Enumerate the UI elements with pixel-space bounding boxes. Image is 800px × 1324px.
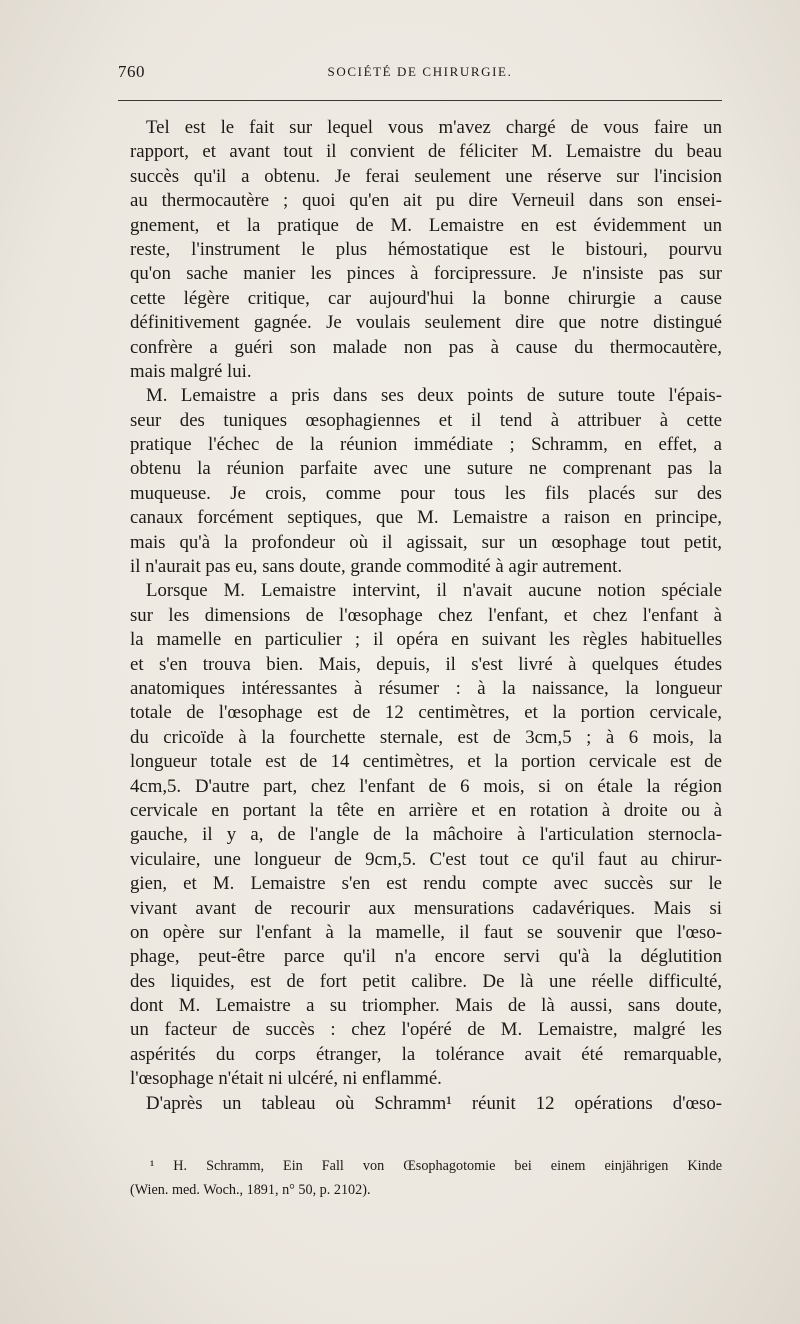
text-line: Tel est le fait sur lequel vous m'avez chargé de vous faire un <box>146 117 722 138</box>
text-line: aspérités du corps étranger, la tolérance avait été remarquable, <box>130 1043 722 1065</box>
text-line: phage, peut-être parce qu'il n'a encore servi qu'à la déglutition <box>130 946 722 968</box>
text-line: viculaire, une longueur de 9cm,5. C'est tout ce qu'il faut au chirur- <box>130 848 722 870</box>
text-line: mais qu'à la profondeur où il agissait, sur un œsophage tout petit, <box>130 531 722 553</box>
body-text <box>130 116 722 1116</box>
text-line: qu'on sache manier les pinces à forcipressure. Je n'insiste pas sur <box>130 263 722 285</box>
text-line: 4cm,5. D'autre part, chez l'enfant de 6 mois, si on étale la région <box>130 775 722 797</box>
text-line: Lorsque M. Lemaistre intervint, il n'avait aucune notion spéciale <box>146 580 722 602</box>
text-line: succès qu'il a obtenu. Je ferai seulement une réserve sur l'incision <box>130 165 722 187</box>
text-line: longueur totale est de 14 centimètres, et la portion cervicale est de <box>130 751 722 773</box>
page-number: 760 <box>118 62 145 81</box>
text-line: confrère a guéri son malade non pas à cause du thermocautère, <box>130 336 722 358</box>
text-line: anatomiques intéressantes à résumer : à la naissance, la longueur <box>130 677 722 699</box>
text-line: obtenu la réunion parfaite avec une suture ne comprenant pas la <box>130 458 722 480</box>
footnotes <box>130 1154 722 1202</box>
text-line: canaux forcément septiques, que M. Lemaistre a raison en principe, <box>130 507 722 529</box>
text-line: l'œsophage n'était ni ulcéré, ni enflammé. <box>130 1068 442 1090</box>
text-line: du cricoïde à la fourchette sternale, est de 3cm,5 ; à 6 mois, la <box>130 726 722 748</box>
text-line: seur des tuniques œsophagiennes et il tend à attribuer à cette <box>130 409 722 431</box>
text-line: cervicale en portant la tête en arrière et en rotation à droite ou à <box>130 799 722 821</box>
text-line: gnement, et la pratique de M. Lemaistre en est évidemment un <box>130 214 722 236</box>
text-line: gauche, il y a, de l'angle de la mâchoire à l'articulation sternocla- <box>130 824 722 846</box>
running-title: SOCIÉTÉ DE CHIRURGIE. <box>327 64 513 79</box>
text-line: vivant avant de recourir aux mensurations cadavériques. Mais si <box>130 897 722 919</box>
text-line: des liquides, est de fort petit calibre. De là une réelle difficulté, <box>130 970 722 992</box>
header-rule <box>118 100 722 101</box>
text-line: un facteur de succès : chez l'opéré de M. Lemaistre, malgré les <box>130 1019 722 1041</box>
text-line: il n'aurait pas eu, sans doute, grande commodité à agir autrement. <box>130 556 623 578</box>
page-header <box>118 62 722 86</box>
text-line: au thermocautère ; quoi qu'en ait pu dire Verneuil dans son ensei- <box>130 190 722 212</box>
text-line: pratique l'échec de la réunion immédiate ; Schramm, en effet, a <box>130 434 722 456</box>
text-line: D'après un tableau où Schramm¹ réunit 12 opérations d'œso- <box>146 1092 722 1114</box>
text-line: sur les dimensions de l'œsophage chez l'enfant, et chez l'enfant à <box>130 604 722 626</box>
text-line: M. Lemaistre a pris dans ses deux points de suture toute l'épais- <box>146 385 722 407</box>
footnote-line: ¹ H. Schramm, Ein Fall von Œsophagotomie bei einem einjährigen Kinde <box>150 1158 722 1174</box>
text-line: rapport, et avant tout il convient de féliciter M. Lemaistre du beau <box>130 141 722 163</box>
text-line: muqueuse. Je crois, comme pour tous les fils placés sur des <box>130 482 722 504</box>
text-line: totale de l'œsophage est de 12 centimètres, et la portion cervicale, <box>130 702 722 724</box>
text-line: dont M. Lemaistre a su triompher. Mais de là aussi, sans doute, <box>130 995 722 1017</box>
text-line: et s'en trouva bien. Mais, depuis, il s'est livré à quelques études <box>130 653 722 675</box>
footnote-line: (Wien. med. Woch., 1891, n° 50, p. 2102). <box>130 1182 371 1198</box>
text-line: la mamelle en particulier ; il opéra en suivant les règles habituelles <box>130 629 722 651</box>
text-line: cette légère critique, car aujourd'hui la bonne chirurgie a cause <box>130 287 722 309</box>
text-line: reste, l'instrument le plus hémostatique est le bistouri, pourvu <box>130 238 722 260</box>
text-line: mais malgré lui. <box>130 360 252 382</box>
text-line: définitivement gagnée. Je voulais seulement dire que notre distingué <box>130 312 722 334</box>
text-line: on opère sur l'enfant à la mamelle, il faut se souvenir que l'œso- <box>130 921 722 943</box>
text-line: gien, et M. Lemaistre s'en est rendu compte avec succès sur le <box>130 873 722 895</box>
